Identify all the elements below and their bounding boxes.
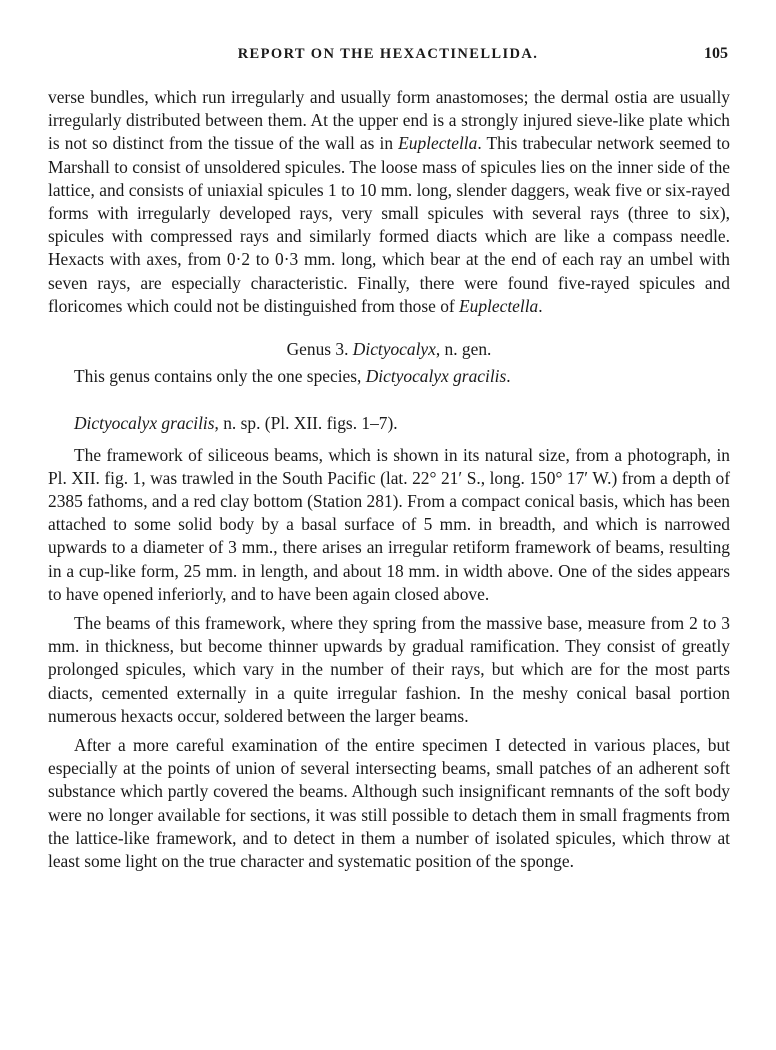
genus-note-species: Dictyocalyx gracilis xyxy=(365,366,507,387)
genus-name-italic: Euplectella xyxy=(459,295,539,316)
paragraph-4: After a more careful examination of the entire specimen I detected in various places, but especially at the points of union of several intersecting beams, small patches of an adherent soft substance which partly covered the beams. Although such insignificant remnants of the soft body were no longer available for sections, it was still possible to detach them in small fragments from the lattice-like framework, and to detect in them a number of isolated spicules, which throw at least some light on the true character and systematic position of the sponge. xyxy=(48,735,730,872)
species-heading xyxy=(48,412,730,435)
running-title: REPORT ON THE HEXACTINELLIDA. xyxy=(237,46,539,62)
running-header xyxy=(48,46,728,68)
genus-note-text: This genus contains only the one species, xyxy=(74,366,366,387)
genus-heading xyxy=(48,338,730,361)
paragraph-continued xyxy=(48,86,730,318)
page-number: 105 xyxy=(704,45,728,62)
species-heading-rest: , n. sp. (Pl. XII. figs. 1–7). xyxy=(214,413,398,434)
paragraph-3: The beams of this framework, where they spring from the massive base, measure from 2 to 3 mm. in thickness, but become thinner upwards by gradual ramification. They consist of greatly prolonged spicules, which vary in the number of their rays, but which are for the most parts diacts, cemented externally in a quite irregular fashion. In the meshy conical basal portion numerous hexacts occur, soldered between the larger beams. xyxy=(48,613,730,726)
paragraph-1-part-b: . This trabecular network seemed to Marshall to consist of unsoldered spicules. The loose mass of spicules lies on the inner side of the lattice, and consists of uniaxial spicules 1 to 10 mm. long, slender daggers, weak five or six-rayed forms with irregularly developed rays, very small spicules with several rays (three to six), spicules with compressed rays and similarly formed diacts which are like a compass needle. Hexacts with axes, from 0·2 to 0·3 mm. long, which bear at the end of each ray an umbel with seven rays, are especially characteristic. Finally, there were found five-rayed spicules and floricomes which could not be distinguished from those of xyxy=(48,133,730,316)
genus-note-end: . xyxy=(506,366,511,387)
genus-note xyxy=(48,365,730,388)
paragraph-2: The framework of siliceous beams, which is shown in its natural size, from a photograph, in Pl. XII. fig. 1, was trawled in the South Pacific (lat. 22° 21′ S., long. 150° 17′ W.) from a depth of 2385 fathoms, and a red clay bottom (Station 281). From a compact conical basis, which has been attached to some solid body by a basal surface of 5 mm. in breadth, and which is narrowed upwards to a diameter of 3 mm., there arises an irregular retiform framework of beams, resulting in a cup-like form, 25 mm. in length, and about 18 mm. in width above. One of the sides appears to have opened inferiorly, and to have been again closed above. xyxy=(48,444,730,604)
paragraph-1-part-c: . xyxy=(538,295,543,316)
genus-name-italic: Euplectella xyxy=(398,133,478,154)
paragraph-1-part-a: verse bundles, which run irregularly and usually form anastomoses; the dermal ostia are usually irregularly distributed between them. At the upper end is a strongly injured sieve-like plate which is not so distinct from the tissue of the wall as in xyxy=(48,87,730,154)
genus-heading-prefix: Genus 3. xyxy=(286,339,353,360)
body-text xyxy=(48,86,730,873)
species-heading-name: Dictyocalyx gracilis xyxy=(74,413,215,434)
genus-heading-suffix: , n. gen. xyxy=(435,339,492,360)
genus-heading-name: Dictyocalyx xyxy=(352,339,436,360)
